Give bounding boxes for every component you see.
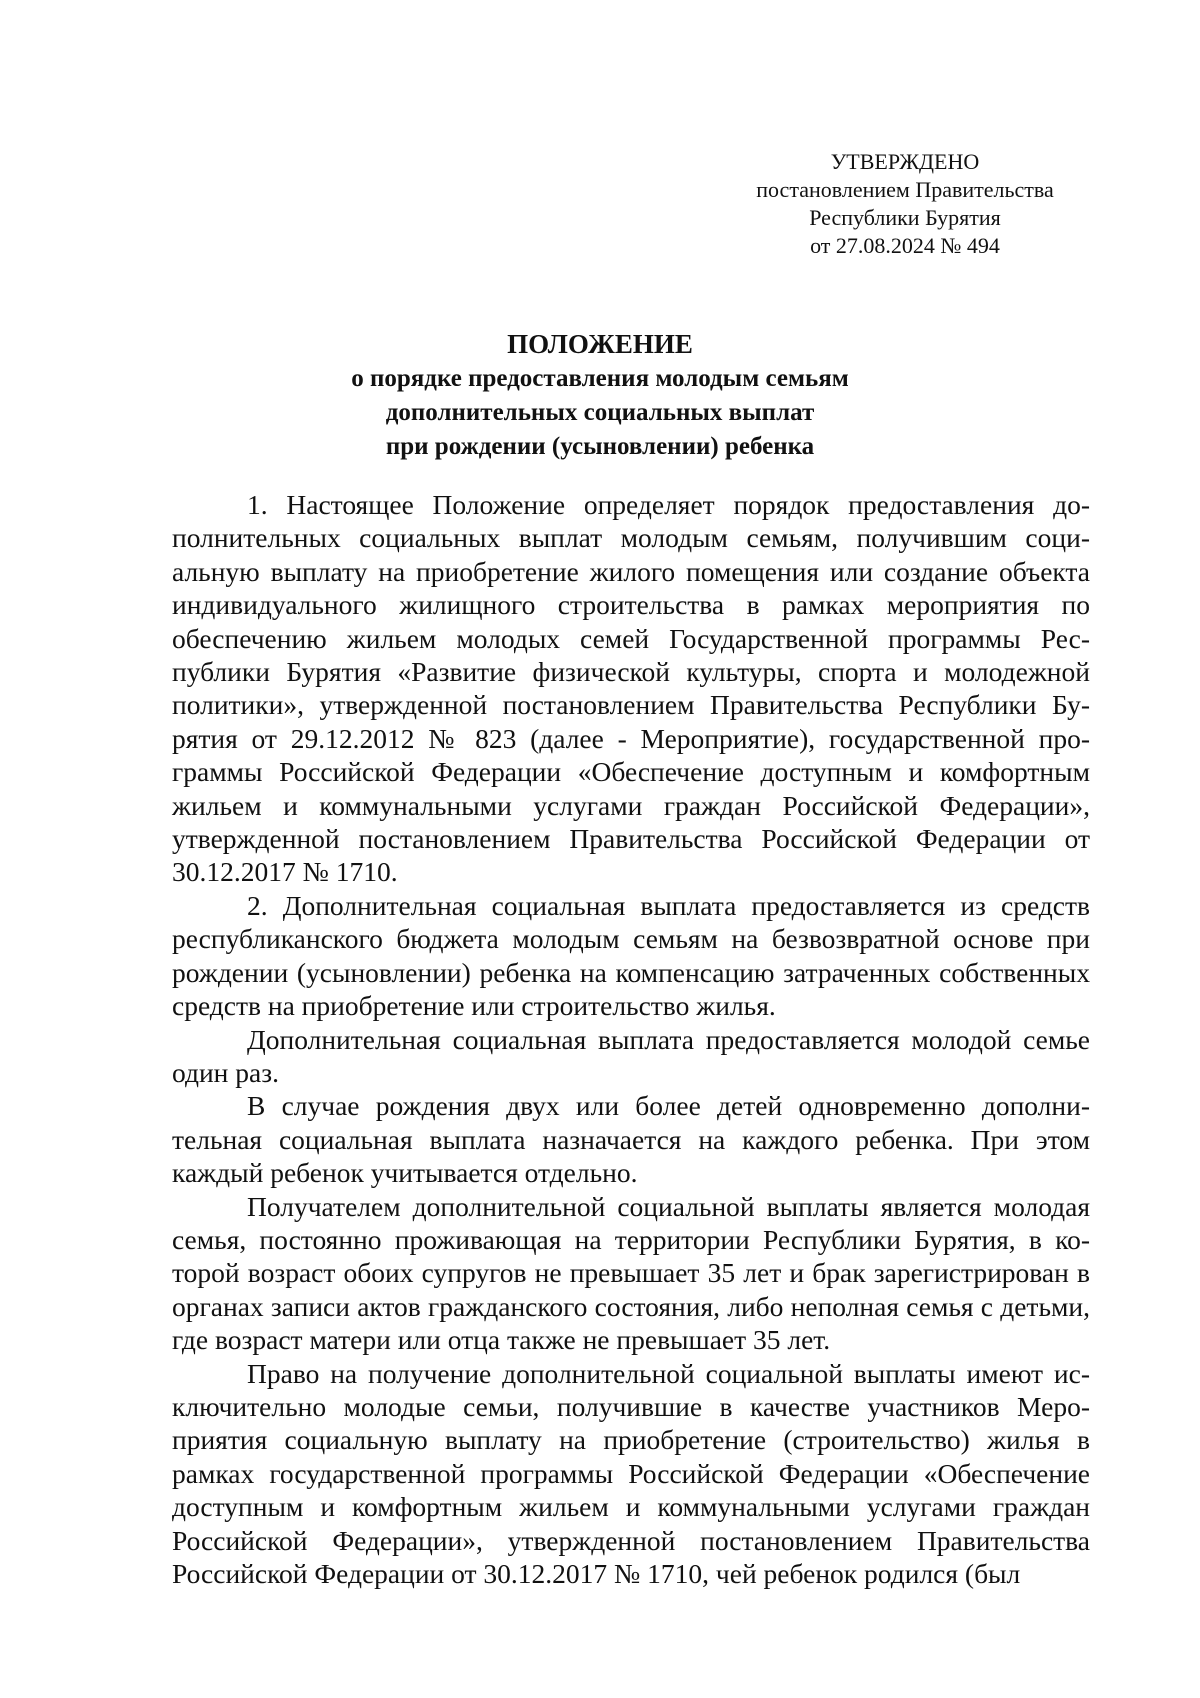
approval-heading: УТВЕРЖДЕНО — [830, 149, 980, 174]
paragraph-1: 1. Настоящее Положение определяет порядок предоставления дополнительных социальных выплат молодым семьям, получившим социальную выплату на приобретение жилого помещения или создание объекта индивидуального жилищного строительства в рамках мероприятия по обеспечению жильем молодых семей Государственной программы Республики Бурятия «Развитие физической культуры, спорта и молодежной политики», утвержденной постановлением Правительства Республики Бурятия от 29.12.2012 № 823 (далее - Мероприятие), государственной программы Российской Федерации «Обеспечение доступным и комфортным жильем и коммунальными услугами граждан Российской Федерации», утвержденной постановлением Правительства Российской Федерации от 30.12.2017 № 1710. — [172, 489, 1090, 888]
approval-stamp-block — [735, 148, 1075, 260]
document-subtitle-line-2: дополнительных социальных выплат — [385, 399, 815, 426]
document-body — [172, 488, 1090, 1590]
paragraph-6: Право на получение дополнительной социальной выплаты имеют исключительно молодые семьи, получившие в качестве участников Мероприятия социальную выплату на приобретение (строительство) жилья в рамках государственной программы Российской Федерации «Обеспечение доступным и комфортным жильем и коммунальными услугами граждан Российской Федерации», утвержденной постановлением Правительства Российской Федерации от 30.12.2017 № 1710, чей ребенок родился (был — [172, 1357, 1090, 1589]
document-subtitle-line-3: при рождении (усыновлении) ребенка — [385, 433, 815, 460]
approval-line-region: Республики Бурятия — [809, 205, 1001, 230]
paragraph-5: Получателем дополнительной социальной выплаты является молодая семья, постоянно проживающая на территории Республики Бурятия, в которой возраст обоих супругов не превышает 35 лет и брак зарегистрирован в органах записи актов гражданского состояния, либо неполная семья с детьми, где возраст матери или отца также не превышает 35 лет. — [172, 1190, 1090, 1356]
paragraph-2: 2. Дополнительная социальная выплата предоставляется из средств республиканского бюджета молодым семьям на безвозвратной основе при рождении (усыновлении) ребенка на компенсацию затраченных собственных средств на приобретение или строительство жилья. — [172, 889, 1090, 1022]
document-title-block — [100, 326, 1100, 464]
paragraph-4: В случае рождения двух или более детей одновременно дополнительная социальная выплата назначается на каждого ребенка. При этом каждый ребенок учитывается отдельно. — [172, 1090, 1090, 1189]
document-subtitle-line-1: о порядке предоставления молодым семьям — [351, 365, 849, 392]
paragraph-3: Дополнительная социальная выплата предоставляется молодой семье один раз. — [172, 1023, 1090, 1088]
document-title: ПОЛОЖЕНИЕ — [507, 329, 693, 359]
approval-line-authority: постановлением Правительства — [756, 177, 1054, 202]
approval-line-date-number: от 27.08.2024 № 494 — [810, 233, 1000, 258]
